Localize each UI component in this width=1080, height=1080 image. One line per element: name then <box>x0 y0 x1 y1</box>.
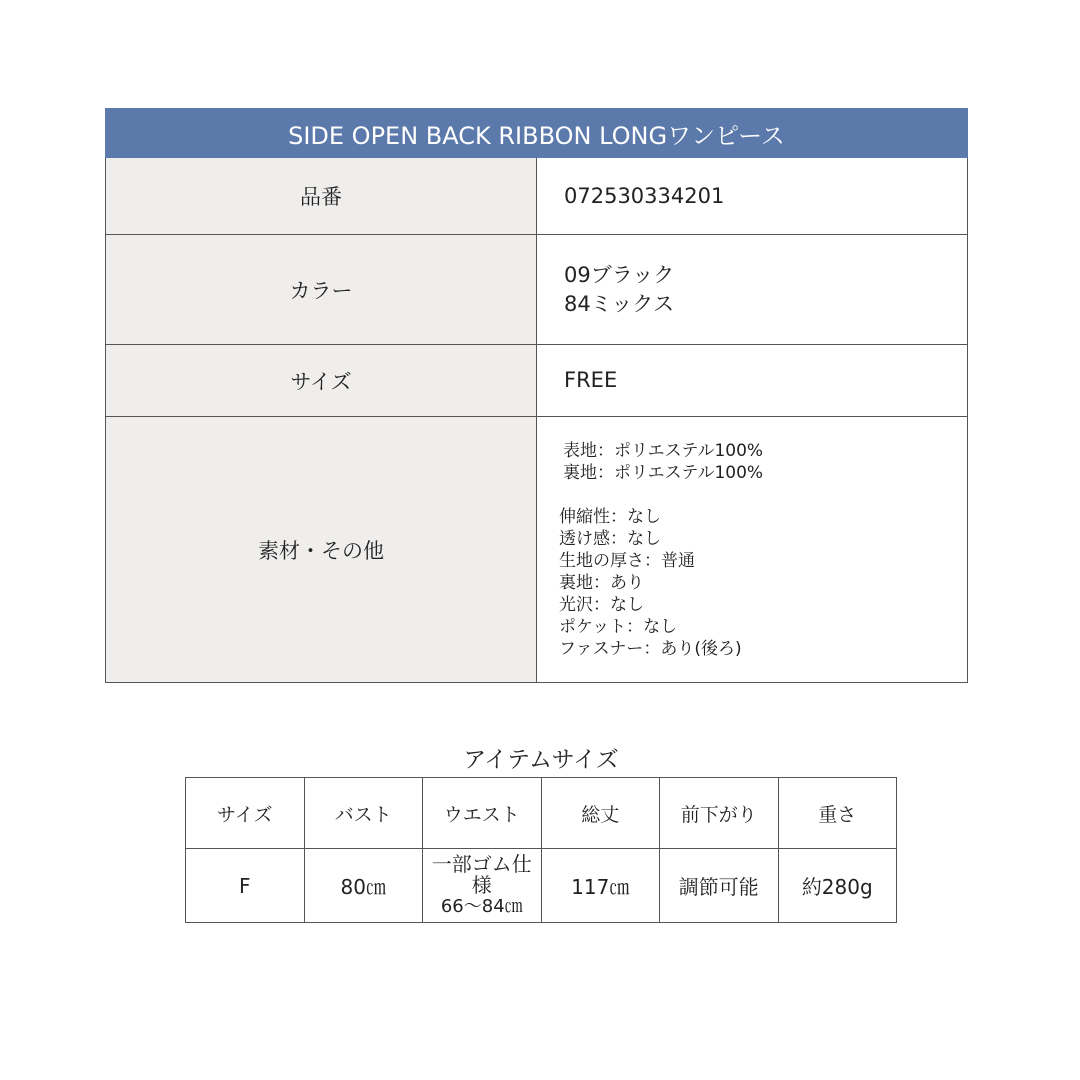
cell-front-drop: 調節可能 <box>660 849 779 923</box>
spec-row-color <box>106 235 968 345</box>
detail-line: 裏地：あり <box>559 572 644 593</box>
header-front-drop: 前下がり <box>660 778 779 849</box>
color-option: 09ブラック <box>564 262 675 287</box>
header-weight: 重さ <box>778 778 897 849</box>
cell-size: F <box>186 849 305 923</box>
detail-line: 伸縮性：なし <box>559 506 661 527</box>
header-bust: バスト <box>304 778 423 849</box>
product-spec-table <box>105 108 968 683</box>
cell-length: 117㎝ <box>541 849 660 923</box>
header-waist: ウエスト <box>423 778 542 849</box>
spec-row-item-number <box>106 158 968 235</box>
item-number-value: 072530334201 <box>537 158 968 235</box>
size-header-row <box>186 778 897 849</box>
waist-range: 66〜84㎝ <box>440 896 523 917</box>
cell-weight: 約280g <box>778 849 897 923</box>
item-number-label: 品番 <box>106 158 537 235</box>
size-label: サイズ <box>106 345 537 417</box>
spec-row-size <box>106 345 968 417</box>
color-label: カラー <box>106 235 537 345</box>
color-option: 84ミックス <box>564 291 675 316</box>
size-data-row <box>186 849 897 923</box>
cell-waist <box>423 849 542 923</box>
spec-row-material <box>106 417 968 683</box>
color-value <box>537 235 968 345</box>
material-label: 素材・その他 <box>106 417 537 683</box>
header-length: 総丈 <box>541 778 660 849</box>
header-size: サイズ <box>186 778 305 849</box>
detail-line: 光沢：なし <box>559 594 644 615</box>
detail-line: 生地の厚さ：普通 <box>559 550 695 571</box>
cell-bust: 80㎝ <box>304 849 423 923</box>
detail-line: 透け感：なし <box>559 528 661 549</box>
waist-note: 一部ゴム仕様 <box>431 852 532 897</box>
fabric-line: 裏地：ポリエステル100% <box>563 462 764 483</box>
detail-line: ポケット：なし <box>559 616 678 637</box>
item-size-table <box>185 777 897 923</box>
fabric-line: 表地：ポリエステル100% <box>563 440 764 461</box>
detail-line: ファスナー：あり(後ろ) <box>559 638 742 659</box>
product-title: SIDE OPEN BACK RIBBON LONGワンピース <box>106 109 968 158</box>
spec-title-row <box>106 109 968 158</box>
size-value: FREE <box>537 345 968 417</box>
item-size-title: アイテムサイズ <box>463 747 619 773</box>
material-value <box>537 417 968 683</box>
spacer <box>559 484 967 506</box>
